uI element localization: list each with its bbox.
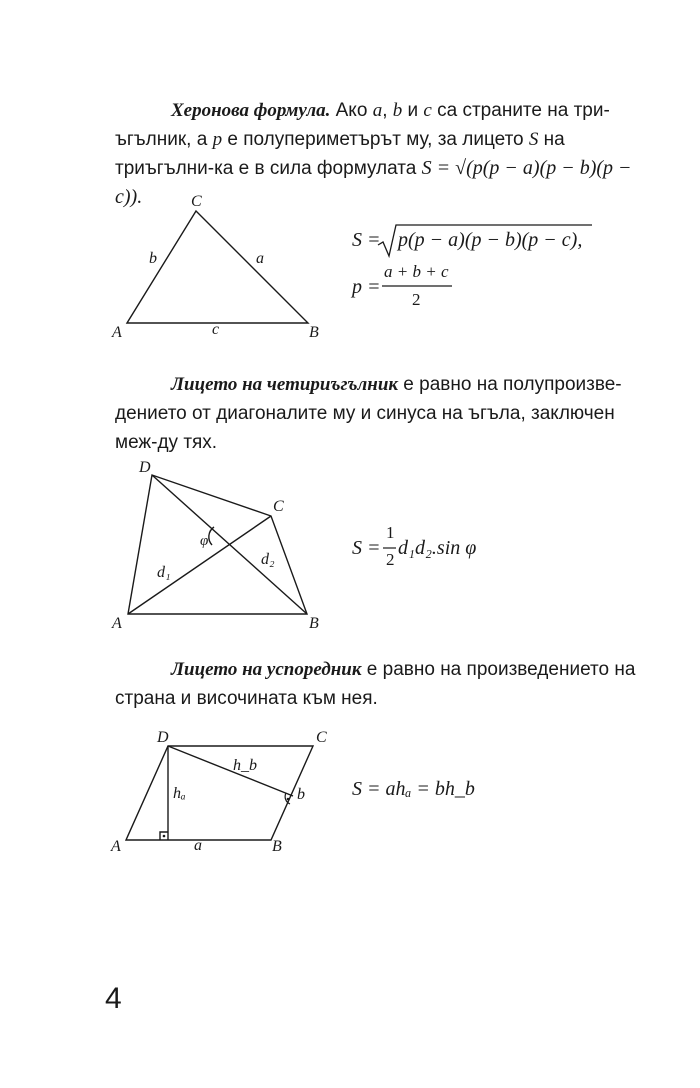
par-label-a: a	[194, 837, 202, 854]
par-label-ha: hₐ	[173, 785, 186, 802]
heron-formula-S-left: S =	[352, 229, 381, 251]
tri-label-C: C	[191, 193, 202, 210]
quad-formula-right: d₁d₂.sin φ	[398, 537, 477, 559]
heron-paragraph: Херонова формула. Ако a, b и c са страните на три-ъгълник, а p е полупериметърът му, за лицето S на триъгълни-ка е в сила формулата S = √(p(p − a)(p − b)(p − c)).	[115, 100, 632, 208]
tri-label-a: a	[256, 250, 264, 267]
tri-label-b: b	[149, 250, 157, 267]
tri-label-B: B	[309, 324, 319, 341]
quad-label-C: C	[273, 498, 284, 515]
par-label-hb: h_b	[233, 757, 257, 774]
heron-formula-p-num: a + b + c	[384, 262, 449, 281]
par-label-C: C	[316, 729, 327, 746]
quad-label-A: A	[112, 615, 122, 632]
par-label-A: A	[111, 838, 121, 855]
quad-title: Лицето на четириъгълник	[171, 374, 399, 395]
heron-formula-p-den: 2	[412, 290, 421, 309]
par-label-D: D	[157, 729, 169, 746]
para-title: Лицето на успоредник	[171, 659, 362, 680]
quad-formula-left: S =	[352, 537, 381, 559]
heron-title: Херонова формула.	[171, 100, 331, 121]
quad-label-d1: d₁	[157, 564, 171, 581]
parallelogram-paragraph: Лицето на успоредник е равно на произведението на страна и височината към нея.	[115, 659, 636, 709]
quad-label-D: D	[139, 459, 151, 476]
par-label-B: B	[272, 838, 282, 855]
quad-label-phi: φ	[200, 533, 209, 549]
quadrilateral-paragraph: Лицето на четириъгълник е равно на полупроизве-дението от диагоналите му и синуса на ъгъла, заключен меж-ду тях.	[115, 374, 622, 453]
quad-label-d2: d₂	[261, 551, 275, 568]
page-number: 4	[105, 982, 122, 1015]
para-formula: S = ahₐ = bh_b	[352, 778, 475, 800]
heron-inline-formula: S = √(p(p − a)(p − b)(p − c)).	[115, 157, 632, 208]
heron-formula-radicand: p(p − a)(p − b)(p − c),	[398, 229, 583, 251]
tri-label-A: A	[112, 324, 122, 341]
quad-label-B: B	[309, 615, 319, 632]
quad-formula-den: 2	[386, 550, 395, 569]
par-label-b: b	[297, 786, 305, 803]
heron-formula-p-left: p =	[352, 276, 381, 298]
tri-label-c: c	[212, 321, 220, 338]
quad-formula-num: 1	[386, 523, 395, 542]
